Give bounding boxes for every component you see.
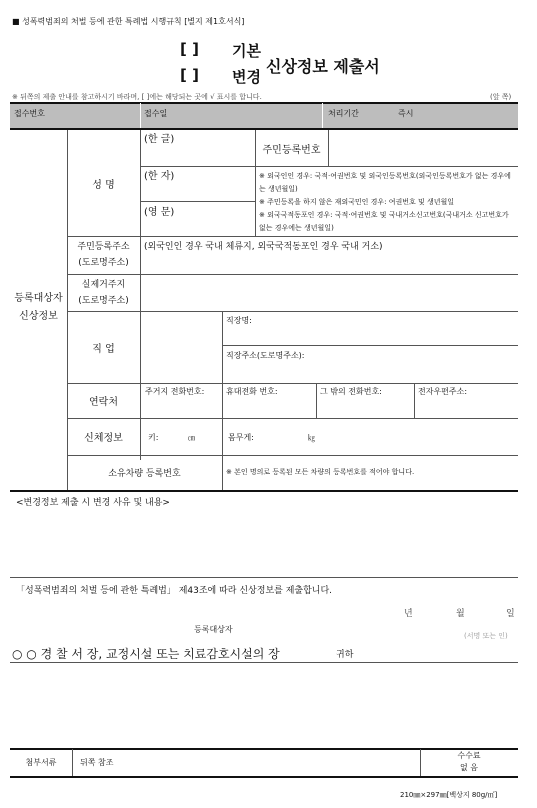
workplace-address-field[interactable]: 직장주소(도로명주소): (226, 351, 305, 360)
address-label (67, 236, 140, 274)
page-side: (앞 쪽) (490, 93, 512, 101)
section-label-line2: 신상정보 (19, 311, 58, 322)
home-phone-field[interactable]: 주거지 전화번호: (145, 387, 205, 396)
foreigner-notes (259, 170, 517, 235)
date-month: 월 (456, 609, 465, 619)
recipient-name: ○ ○ 경 찰 서 장, 교정시설 또는 치료감호시설의 장 (12, 647, 280, 661)
weight-field[interactable]: 몸무게: (228, 433, 254, 442)
basic-checkbox-label: 기본 (232, 42, 261, 60)
rrn-label: 주민등록번호 (262, 144, 321, 156)
foreigner-note-3: ※ 외국국적동포인 경우: 국적·여권번호 및 국내거소신고번호(국내거소 신고번호가 없는 경우에는 생년월일) (259, 211, 509, 232)
job-field[interactable] (141, 312, 221, 382)
foreigner-note-2: ※ 주민등록을 하지 않은 재외국민인 경우: 여권번호 및 생년월일 (259, 198, 455, 206)
section-label-line1: 등록대상자 (14, 293, 63, 304)
height-unit: ㎝ (188, 434, 195, 442)
contact-label: 연락처 (89, 397, 118, 408)
basic-checkbox-bracket[interactable]: [ ] (180, 40, 199, 58)
body-info-label: 신체정보 (84, 433, 123, 444)
change-reason-label: <변경정보 제출 시 변경 사유 및 내용> (16, 498, 170, 508)
name-english-field[interactable]: (영 문) (144, 207, 175, 218)
paper-spec: 210㎜×297㎜[백상지 80g/㎡] (400, 791, 498, 799)
residence-label (67, 274, 140, 311)
change-checkbox-label: 변경 (232, 68, 261, 86)
name-label: 성 명 (92, 179, 115, 191)
address-label-line2: (도로명주소) (78, 258, 129, 268)
weight-unit: ㎏ (308, 434, 315, 442)
name-hanja-field[interactable]: (한 자) (144, 171, 175, 182)
change-reason-field[interactable] (12, 512, 516, 576)
receipt-bar (10, 103, 518, 128)
recipient-honorific: 귀하 (336, 650, 354, 660)
name-korean-field[interactable]: (한 글) (144, 134, 175, 145)
workplace-name-field[interactable]: 직장명: (226, 316, 252, 325)
attachments-value: 뒤쪽 참조 (80, 758, 114, 767)
vehicle-label: 소유차량 등록번호 (108, 469, 181, 479)
signature-field[interactable]: (서명 또는 인) (464, 632, 508, 640)
foreigner-note-1: ※ 외국인인 경우: 국적·여권번호 및 외국인등록번호(외국인등록번호가 없는 경우에는 생년월일) (259, 172, 511, 193)
processing-period-label: 처리기간 (328, 109, 359, 118)
date-day: 일 (506, 609, 515, 619)
job-label: 직 업 (92, 343, 115, 355)
registrant-label: 등록대상자 (194, 625, 233, 634)
form-title: 신상정보 제출서 (266, 57, 380, 76)
other-phone-field[interactable]: 그 밖의 전화번호: (320, 387, 382, 396)
date-year: 년 (404, 609, 413, 619)
fee-label: 수수료 (457, 751, 481, 760)
declaration-text: 「성폭력범죄의 처벌 등에 관한 특례법」 제43조에 따라 신상정보를 제출합니다. (16, 586, 333, 596)
residence-label-line2: (도로명주소) (78, 295, 129, 306)
form-reference: ■ 성폭력범죄의 처벌 등에 관한 특례법 시행규칙 [별지 제1호서식] (12, 17, 245, 26)
fee-value: 없 음 (460, 763, 478, 772)
residence-field[interactable] (141, 275, 518, 310)
receipt-date-label: 접수일 (144, 109, 168, 118)
height-field[interactable]: 키: (148, 433, 159, 442)
section-label (10, 290, 67, 326)
fee-box (420, 750, 518, 774)
address-label-line1: 주민등록주소 (77, 242, 130, 252)
address-field[interactable]: (외국인인 경우 국내 체류지, 외국국적동포인 경우 국내 거소) (144, 242, 383, 252)
rrn-field[interactable] (328, 130, 518, 166)
email-field[interactable]: 전자우편주소: (418, 387, 468, 396)
processing-period-value: 즉시 (398, 109, 414, 118)
receipt-number-label: 접수번호 (14, 109, 45, 118)
residence-label-line1: 실제거주지 (81, 279, 126, 290)
mobile-phone-field[interactable]: 휴대전화 번호: (226, 387, 278, 396)
attachments-label: 첨부서류 (25, 758, 57, 767)
vehicle-note: ※ 본인 명의로 등록된 모든 차량의 등록번호를 적어야 합니다. (226, 468, 415, 476)
notice-text: ※ 뒤쪽의 제출 안내를 참고하시기 바라며, [ ]에는 해당되는 곳에 √ 표시를 합니다. (12, 93, 262, 101)
change-checkbox-bracket[interactable]: [ ] (180, 66, 199, 84)
